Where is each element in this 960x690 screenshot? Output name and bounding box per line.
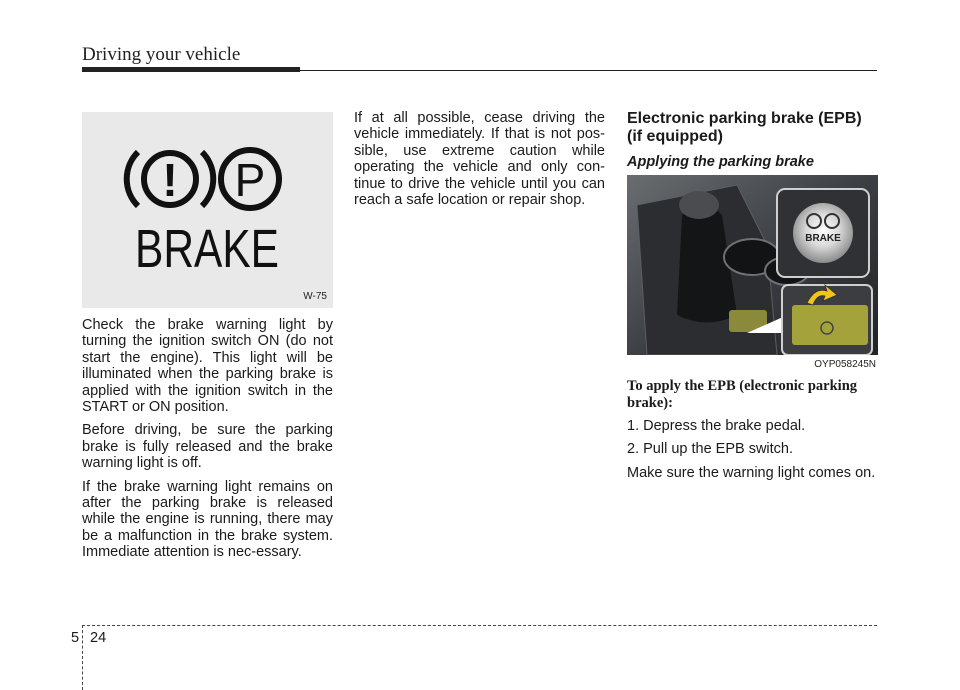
column-1 <box>82 317 333 568</box>
footer-rule <box>82 625 877 626</box>
page-header-title: Driving your vehicle <box>82 44 241 65</box>
paragraph: Before driving, be sure the parking brake is fully released and the brake warning light is off. <box>82 422 333 472</box>
paragraph: If at all possible, cease driving the vehicle immediately. If that is not pos-sible, use extreme caution while operating the vehicle and only con-tinue to drive the vehicle until you can reach a safe location or repair shop. <box>354 110 605 209</box>
brake-word: BRAKE <box>135 219 279 279</box>
page-number: 24 <box>90 630 107 646</box>
inset-brake-word: BRAKE <box>805 233 841 244</box>
footer-divider <box>82 625 83 690</box>
column-3 <box>627 110 878 171</box>
step-item: 2. Pull up the EPB switch. <box>627 441 794 458</box>
header-rule-thick <box>82 67 300 72</box>
section-title: Electronic parking brake (EPB) (if equipped) <box>627 110 862 145</box>
epb-console-illustration <box>627 175 878 371</box>
paragraph: If the brake warning light remains on after the parking brake is released while the engine is running, there may be a malfunction in the brake system. Immediate attention is nec-essary. <box>82 478 333 561</box>
subsection-title: Applying the parking brake <box>627 154 814 170</box>
header-rule-thin <box>300 70 877 71</box>
step-item: 1. Depress the brake pedal. <box>627 418 806 434</box>
exclamation-symbol: ! <box>162 154 178 206</box>
column-3-lower <box>627 378 878 488</box>
column-2 <box>354 110 605 215</box>
brake-warning-icon <box>82 112 333 308</box>
chapter-number: 5 <box>71 630 80 646</box>
epb-switch-figure <box>627 175 878 371</box>
figure-code: OYP058245N <box>814 359 876 370</box>
instruction-lead: To apply the EPB (electronic parking brake): <box>627 378 858 411</box>
brake-warning-figure <box>82 112 333 308</box>
figure-code: W-75 <box>303 291 327 302</box>
paragraph: Check the brake warning light by turning the ignition switch ON (do not start the engine). This light will be illuminated when the parking brake is applied with the ignition switch in the START or ON position. <box>82 317 333 416</box>
note-text: Make sure the warning light comes on. <box>627 464 876 481</box>
parking-symbol: P <box>234 154 266 206</box>
